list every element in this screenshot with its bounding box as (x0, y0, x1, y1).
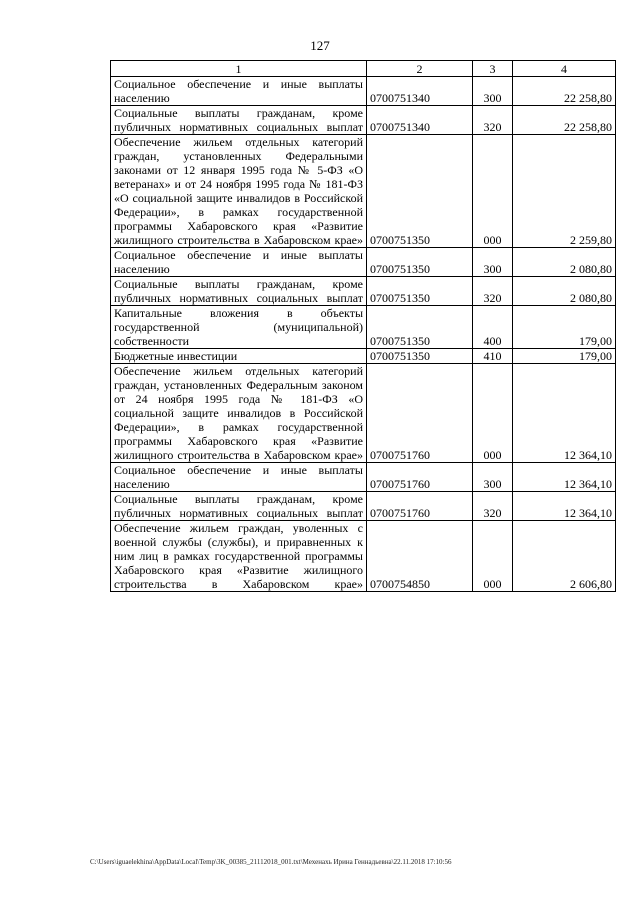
row-amount: 2 259,80 (513, 135, 616, 248)
table-row (111, 277, 616, 306)
row-amount: 12 364,10 (513, 463, 616, 492)
column-header-1: 1 (111, 61, 367, 77)
row-amount: 179,00 (513, 349, 616, 364)
table-row (111, 521, 616, 592)
column-header-3: 3 (473, 61, 513, 77)
row-name: Капитальные вложения в объекты государственной (муниципальной) собственности (111, 306, 367, 349)
row-type: 000 (473, 135, 513, 248)
row-code: 0700751340 (367, 106, 473, 135)
row-type: 320 (473, 277, 513, 306)
table-row (111, 364, 616, 463)
table-row (111, 349, 616, 364)
table-row (111, 463, 616, 492)
table-row (111, 106, 616, 135)
page-number: 127 (310, 38, 330, 53)
table-row (111, 248, 616, 277)
row-code: 0700751350 (367, 277, 473, 306)
row-type: 400 (473, 306, 513, 349)
row-code: 0700751350 (367, 349, 473, 364)
row-code: 0700751760 (367, 364, 473, 463)
row-name: Социальные выплаты гражданам, кроме публичных нормативных социальных выплат (111, 492, 367, 521)
row-type: 000 (473, 521, 513, 592)
table-row (111, 77, 616, 106)
budget-table (110, 60, 616, 592)
row-type: 300 (473, 463, 513, 492)
table-header-row (111, 61, 616, 77)
file-path-footer: C:\Users\iguaelekhina\AppData\Local\Temp\3K_00385_21112018_001.txt\Мехенахь Ирина Геннадьевна\22.11.2018 17:10:56 (90, 858, 452, 866)
row-name: Социальное обеспечение и иные выплаты населению (111, 248, 367, 277)
row-type: 410 (473, 349, 513, 364)
row-name: Социальные выплаты гражданам, кроме публичных нормативных социальных выплат (111, 277, 367, 306)
row-type: 320 (473, 106, 513, 135)
row-amount: 2 606,80 (513, 521, 616, 592)
row-name: Социальное обеспечение и иные выплаты населению (111, 77, 367, 106)
table-row (111, 306, 616, 349)
row-name: Социальное обеспечение и иные выплаты населению (111, 463, 367, 492)
row-amount: 22 258,80 (513, 106, 616, 135)
row-amount: 179,00 (513, 306, 616, 349)
row-name: Бюджетные инвестиции (111, 349, 367, 364)
row-type: 300 (473, 77, 513, 106)
row-code: 0700751760 (367, 463, 473, 492)
row-code: 0700754850 (367, 521, 473, 592)
row-amount: 12 364,10 (513, 364, 616, 463)
row-type: 320 (473, 492, 513, 521)
row-name: Обеспечение жильем отдельных категорий граждан, установленных Федеральным законом от 24 ноября 1995 года № 181-ФЗ «О социальной защите инвалидов в Российской Федерации», в рамках государственной программы Хабаровского края «Развитие жилищного строительства в Хабаровском крае» (111, 364, 367, 463)
row-code: 0700751350 (367, 135, 473, 248)
row-name: Социальные выплаты гражданам, кроме публичных нормативных социальных выплат (111, 106, 367, 135)
row-code: 0700751350 (367, 306, 473, 349)
row-code: 0700751340 (367, 77, 473, 106)
column-header-4: 4 (513, 61, 616, 77)
row-amount: 2 080,80 (513, 277, 616, 306)
table-row (111, 135, 616, 248)
row-type: 000 (473, 364, 513, 463)
row-code: 0700751350 (367, 248, 473, 277)
row-type: 300 (473, 248, 513, 277)
row-name: Обеспечение жильем отдельных категорий граждан, установленных Федеральными законами от 12 января 1995 года № 5-ФЗ «О ветеранах» и от 24 ноября 1995 года № 181-ФЗ «О социальной защите инвалидов в Российской Федерации», в рамках государственной программы Хабаровского края «Развитие жилищного строительства в Хабаровском крае» (111, 135, 367, 248)
row-name: Обеспечение жильем граждан, уволенных с военной службы (службы), и приравненных к ним лиц в рамках государственной программы Хабаровского края «Развитие жилищного строительства в Хабаровском крае» (111, 521, 367, 592)
table-row (111, 492, 616, 521)
row-amount: 2 080,80 (513, 248, 616, 277)
column-header-2: 2 (367, 61, 473, 77)
row-amount: 12 364,10 (513, 492, 616, 521)
row-code: 0700751760 (367, 492, 473, 521)
row-amount: 22 258,80 (513, 77, 616, 106)
